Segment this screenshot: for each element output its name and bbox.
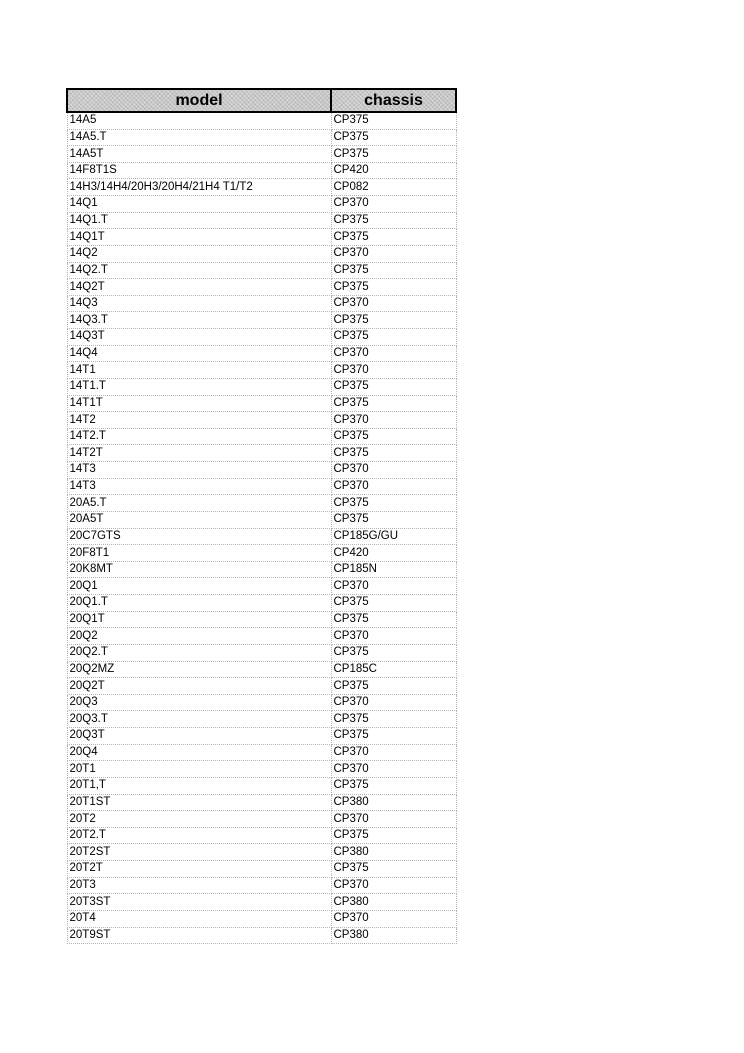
table-row [67, 927, 456, 944]
table-row [67, 761, 456, 778]
table-row [67, 445, 456, 462]
chassis-cell: CP380 [331, 927, 456, 944]
model-chassis-table [66, 88, 457, 944]
table-row [67, 528, 456, 545]
chassis-cell: CP375 [331, 146, 456, 163]
table-row [67, 694, 456, 711]
chassis-cell: CP370 [331, 811, 456, 828]
model-cell: 14T3 [67, 478, 331, 495]
chassis-column-header: chassis [331, 89, 456, 112]
model-cell: 20T3 [67, 877, 331, 894]
model-cell: 20F8T1 [67, 545, 331, 562]
table-row [67, 545, 456, 562]
chassis-cell: CP375 [331, 312, 456, 329]
model-chassis-sheet [66, 88, 455, 944]
table-row [67, 844, 456, 861]
model-cell: 20A5T [67, 511, 331, 528]
model-cell: 14A5T [67, 146, 331, 163]
table-row [67, 279, 456, 296]
chassis-cell: CP370 [331, 196, 456, 213]
model-cell: 20Q1T [67, 611, 331, 628]
model-cell: 20Q2.T [67, 644, 331, 661]
table-row [67, 312, 456, 329]
chassis-cell: CP370 [331, 412, 456, 429]
model-cell: 14T1.T [67, 378, 331, 395]
table-row [67, 245, 456, 262]
model-cell: 14Q1.T [67, 212, 331, 229]
chassis-cell: CP375 [331, 445, 456, 462]
chassis-cell: CP375 [331, 112, 456, 129]
model-cell: 14Q2.T [67, 262, 331, 279]
chassis-cell: CP375 [331, 861, 456, 878]
model-cell: 20Q2MZ [67, 661, 331, 678]
table-row [67, 412, 456, 429]
model-cell: 20Q3T [67, 728, 331, 745]
table-row [67, 478, 456, 495]
table-row [67, 212, 456, 229]
chassis-cell: CP082 [331, 179, 456, 196]
model-cell: 14T1 [67, 362, 331, 379]
chassis-cell: CP420 [331, 545, 456, 562]
model-cell: 20C7GTS [67, 528, 331, 545]
chassis-cell: CP375 [331, 279, 456, 296]
chassis-cell: CP375 [331, 129, 456, 146]
chassis-cell: CP370 [331, 478, 456, 495]
model-cell: 14Q3.T [67, 312, 331, 329]
model-cell: 20T2ST [67, 844, 331, 861]
model-cell: 20Q2 [67, 628, 331, 645]
chassis-cell: CP370 [331, 628, 456, 645]
model-cell: 20Q4 [67, 744, 331, 761]
model-cell: 20T3ST [67, 894, 331, 911]
model-column-header: model [67, 89, 331, 112]
table-row [67, 362, 456, 379]
table-row [67, 578, 456, 595]
table-row [67, 744, 456, 761]
table-row [67, 794, 456, 811]
table-row [67, 395, 456, 412]
model-cell: 14Q3 [67, 295, 331, 312]
model-cell: 20Q1 [67, 578, 331, 595]
model-cell: 20K8MT [67, 561, 331, 578]
chassis-cell: CP370 [331, 362, 456, 379]
chassis-cell: CP375 [331, 395, 456, 412]
table-row [67, 511, 456, 528]
model-cell: 20Q2T [67, 678, 331, 695]
model-cell: 14A5.T [67, 129, 331, 146]
table-row [67, 644, 456, 661]
chassis-cell: CP375 [331, 495, 456, 512]
model-cell: 20Q1.T [67, 595, 331, 612]
model-cell: 14Q1T [67, 229, 331, 246]
table-row [67, 428, 456, 445]
table-row [67, 728, 456, 745]
chassis-cell: CP375 [331, 262, 456, 279]
model-cell: 14Q2 [67, 245, 331, 262]
table-row [67, 495, 456, 512]
table-row [67, 112, 456, 129]
chassis-cell: CP370 [331, 295, 456, 312]
table-row [67, 462, 456, 479]
model-cell: 14T1T [67, 395, 331, 412]
model-cell: 20T9ST [67, 927, 331, 944]
table-body [67, 112, 456, 944]
chassis-cell: CP185N [331, 561, 456, 578]
model-cell: 14Q3T [67, 329, 331, 346]
model-cell: 14T2.T [67, 428, 331, 445]
model-cell: 20T1 [67, 761, 331, 778]
chassis-cell: CP375 [331, 229, 456, 246]
table-row [67, 595, 456, 612]
model-cell: 14T2T [67, 445, 331, 462]
model-cell: 14T3 [67, 462, 331, 479]
table-row [67, 295, 456, 312]
chassis-cell: CP370 [331, 910, 456, 927]
table-row [67, 894, 456, 911]
table-header [67, 89, 456, 112]
table-row [67, 711, 456, 728]
table-row [67, 345, 456, 362]
table-row [67, 378, 456, 395]
model-cell: 20A5.T [67, 495, 331, 512]
model-cell: 14Q2T [67, 279, 331, 296]
table-row [67, 196, 456, 213]
chassis-cell: CP375 [331, 611, 456, 628]
table-row [67, 877, 456, 894]
chassis-cell: CP370 [331, 462, 456, 479]
chassis-cell: CP375 [331, 511, 456, 528]
chassis-cell: CP375 [331, 728, 456, 745]
table-row [67, 777, 456, 794]
model-cell: 20T1ST [67, 794, 331, 811]
chassis-cell: CP370 [331, 345, 456, 362]
model-cell: 20Q3.T [67, 711, 331, 728]
chassis-cell: CP375 [331, 428, 456, 445]
table-row [67, 162, 456, 179]
chassis-cell: CP370 [331, 877, 456, 894]
model-cell: 14Q4 [67, 345, 331, 362]
chassis-cell: CP380 [331, 844, 456, 861]
chassis-cell: CP375 [331, 711, 456, 728]
chassis-cell: CP375 [331, 777, 456, 794]
table-row [67, 129, 456, 146]
table-row [67, 661, 456, 678]
model-cell: 20Q3 [67, 694, 331, 711]
table-row [67, 861, 456, 878]
table-row [67, 329, 456, 346]
chassis-cell: CP375 [331, 644, 456, 661]
model-cell: 14F8T1S [67, 162, 331, 179]
table-row [67, 561, 456, 578]
model-cell: 20T4 [67, 910, 331, 927]
model-cell: 14H3/14H4/20H3/20H4/21H4 T1/T2 [67, 179, 331, 196]
chassis-cell: CP380 [331, 794, 456, 811]
table-row [67, 910, 456, 927]
chassis-cell: CP380 [331, 894, 456, 911]
chassis-cell: CP375 [331, 595, 456, 612]
chassis-cell: CP370 [331, 761, 456, 778]
chassis-cell: CP185C [331, 661, 456, 678]
table-row [67, 229, 456, 246]
chassis-cell: CP375 [331, 329, 456, 346]
model-cell: 14A5 [67, 112, 331, 129]
chassis-cell: CP185G/GU [331, 528, 456, 545]
table-row [67, 262, 456, 279]
header-row [67, 89, 456, 112]
chassis-cell: CP375 [331, 678, 456, 695]
chassis-cell: CP375 [331, 212, 456, 229]
chassis-cell: CP375 [331, 378, 456, 395]
table-row [67, 146, 456, 163]
chassis-cell: CP370 [331, 694, 456, 711]
table-row [67, 827, 456, 844]
model-cell: 20T2 [67, 811, 331, 828]
model-cell: 20T2.T [67, 827, 331, 844]
chassis-cell: CP375 [331, 827, 456, 844]
model-cell: 20T1,T [67, 777, 331, 794]
table-row [67, 179, 456, 196]
table-row [67, 678, 456, 695]
chassis-cell: CP370 [331, 578, 456, 595]
chassis-cell: CP370 [331, 245, 456, 262]
model-cell: 20T2T [67, 861, 331, 878]
model-cell: 14Q1 [67, 196, 331, 213]
model-cell: 14T2 [67, 412, 331, 429]
table-row [67, 811, 456, 828]
table-row [67, 611, 456, 628]
table-row [67, 628, 456, 645]
chassis-cell: CP370 [331, 744, 456, 761]
chassis-cell: CP420 [331, 162, 456, 179]
